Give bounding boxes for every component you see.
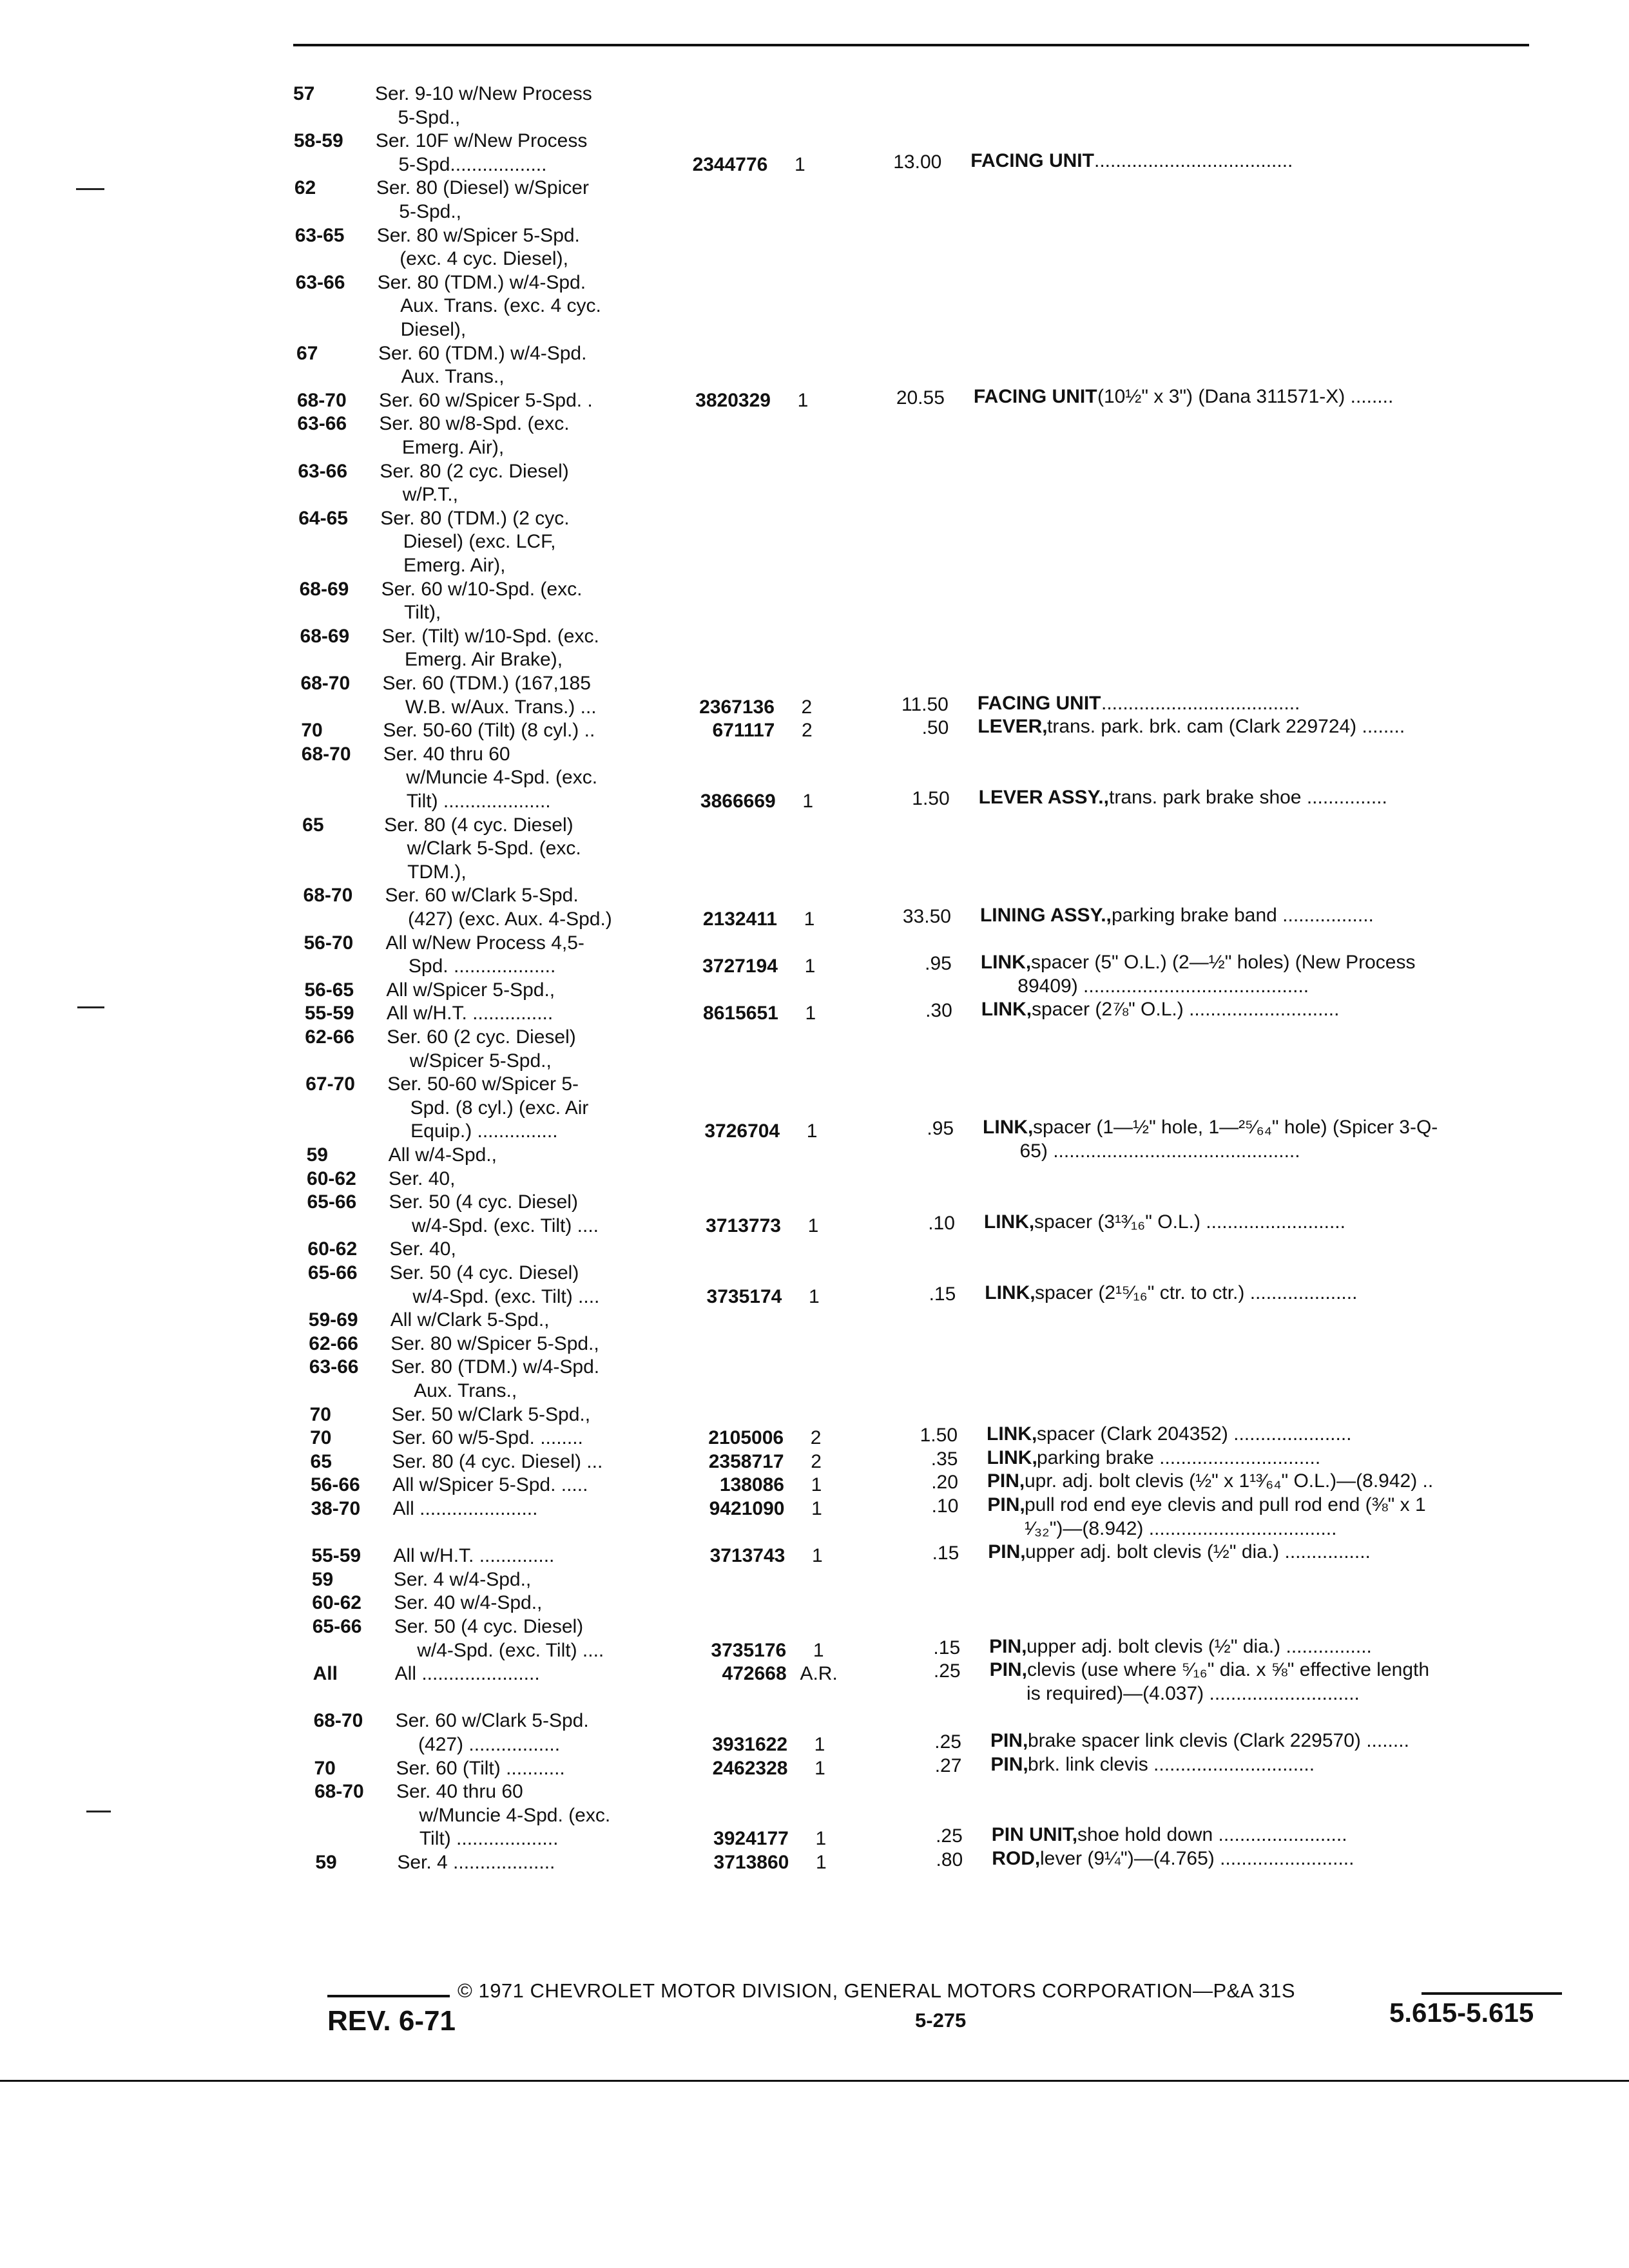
part-name: PIN,: [989, 1659, 1027, 1681]
application: Ser. 40,: [389, 1168, 456, 1189]
model-year: 63-66: [295, 271, 345, 293]
part-description: spacer (2¹⁵⁄₁₆" ctr. to ctr.) ....................: [1035, 1282, 1358, 1303]
list-price: .80: [936, 1849, 963, 1870]
application-continued: w/Clark 5-Spd. (exc.: [407, 838, 581, 860]
model-year: 60-62: [312, 1592, 361, 1614]
part-name: LINK,: [985, 1282, 1036, 1303]
application: Ser. 80 (TDM.) w/4-Spd.: [377, 271, 586, 293]
quantity: 1: [805, 1003, 816, 1024]
model-year: 55-59: [304, 1003, 354, 1024]
list-price: 13.00: [893, 151, 942, 173]
quantity: A.R.: [800, 1663, 838, 1685]
application: Ser. 50 (4 cyc. Diesel): [394, 1616, 584, 1637]
model-year: 65-66: [307, 1191, 357, 1213]
part-number: 3727194: [702, 956, 778, 977]
revision-date: REV. 6-71: [327, 2005, 456, 2037]
model-year: 65: [302, 814, 324, 836]
model-year: 62-66: [309, 1332, 358, 1354]
quantity: 2: [811, 1450, 822, 1472]
part-name: FACING UNIT: [970, 149, 1094, 171]
part-description: trans. park. brk. cam (Clark 229724) ........: [1047, 716, 1405, 738]
model-year: 68-70: [303, 885, 353, 907]
application: All w/Spicer 5-Spd. .....: [392, 1474, 588, 1496]
list-price: .27: [934, 1754, 962, 1776]
application: All w/4-Spd.,: [388, 1144, 497, 1166]
part-number: 3866669: [700, 791, 776, 812]
part-number: 138086: [719, 1474, 784, 1496]
application: All ......................: [394, 1663, 540, 1685]
application-continued: (427) .................: [418, 1734, 561, 1755]
application: Ser. 60 (Tilt) ...........: [396, 1757, 565, 1779]
model-year: 63-66: [297, 413, 347, 435]
quantity: 1: [807, 1215, 819, 1236]
application-continued: w/Muncie 4-Spd. (exc.: [406, 767, 598, 789]
quantity: 1: [815, 1852, 827, 1873]
part-name: LEVER ASSY.,: [978, 787, 1109, 808]
application-continued: Emerg. Air Brake),: [404, 649, 563, 671]
part-description-continued: 65) ..............................................: [1019, 1140, 1300, 1162]
part-number: 2344776: [692, 153, 768, 175]
part-description-continued: ¹⁄₃₂")—(8.942) ...................................: [1024, 1517, 1337, 1539]
list-price: .50: [921, 717, 949, 739]
quantity: 1: [804, 908, 815, 930]
application-continued: Spd. ...................: [408, 956, 556, 977]
application: Ser. 40 thru 60: [396, 1781, 523, 1803]
model-year: 38-70: [311, 1498, 361, 1519]
quantity: 1: [795, 153, 805, 175]
list-price: .35: [930, 1448, 958, 1470]
list-price: .95: [927, 1118, 954, 1140]
application-continued: w/4-Spd. (exc. Tilt) ....: [411, 1215, 599, 1236]
application: Ser. 4 ...................: [397, 1852, 555, 1873]
quantity: 1: [811, 1474, 822, 1496]
part-name: LINK,: [983, 1211, 1035, 1233]
model-year: 68-70: [313, 1710, 363, 1732]
quantity: 1: [815, 1828, 827, 1850]
model-year: 65-66: [307, 1262, 358, 1283]
model-year: 70: [314, 1757, 336, 1779]
quantity: 1: [812, 1545, 823, 1567]
application: Ser. 60 w/Clark 5-Spd.: [395, 1710, 589, 1732]
part-number: 3735174: [706, 1285, 782, 1307]
part-number: 3713743: [709, 1545, 786, 1567]
model-year: 56-65: [304, 979, 354, 1001]
model-year: 62: [294, 177, 316, 199]
application-continued: TDM.),: [407, 861, 467, 883]
part-description: trans. park brake shoe ...............: [1109, 787, 1387, 808]
part-name: LINK,: [980, 952, 1032, 974]
part-name: PIN,: [990, 1730, 1028, 1751]
quantity: 1: [806, 1120, 818, 1142]
model-year: 63-66: [298, 460, 348, 482]
quantity: 2: [810, 1427, 822, 1449]
application: Ser. 80 w/Spicer 5-Spd.: [376, 224, 580, 246]
part-name: LINK,: [987, 1423, 1037, 1445]
part-number: 3713860: [713, 1852, 789, 1873]
application-continued: 5-Spd..................: [398, 153, 547, 175]
quantity: 1: [802, 791, 814, 812]
list-price: .15: [929, 1283, 956, 1305]
application-continued: W.B. w/Aux. Trans.) ...: [405, 696, 597, 718]
list-price: 33.50: [902, 906, 951, 927]
application-continued: w/4-Spd. (exc. Tilt) ....: [412, 1285, 600, 1307]
application-continued: Equip.) ...............: [410, 1120, 558, 1142]
model-year: 70: [310, 1427, 332, 1449]
part-description: (10½" x 3") (Dana 311571-X) ........: [1097, 385, 1394, 407]
application-continued: Tilt),: [404, 602, 441, 624]
application: Ser. 80 (TDM.) w/4-Spd.: [390, 1356, 600, 1378]
application: Ser. 80 (4 cyc. Diesel) ...: [392, 1450, 603, 1472]
part-description-continued: 89409) ..........................................: [1017, 975, 1309, 997]
application: Ser. 60 (TDM.) (167,185: [382, 673, 591, 694]
part-name: PIN UNIT,: [991, 1824, 1078, 1846]
application: Ser. 60 (TDM.) w/4-Spd.: [378, 342, 587, 364]
part-description: spacer (3¹³⁄₁₆" O.L.) ..........................: [1034, 1211, 1345, 1233]
part-number: 3726704: [704, 1120, 780, 1142]
part-name: LINK,: [981, 999, 1032, 1021]
application: Ser. 80 w/8-Spd. (exc.: [379, 413, 570, 435]
application: Ser. 50-60 w/Spicer 5-: [387, 1073, 579, 1095]
model-year: 56-66: [310, 1474, 360, 1496]
application-continued: 5-Spd.,: [398, 106, 461, 128]
footer-rule-left: [327, 1995, 450, 1997]
application: Ser. 80 (TDM.) (2 cyc.: [380, 507, 570, 529]
part-number: 3931622: [712, 1734, 788, 1755]
application: Ser. 60 (2 cyc. Diesel): [387, 1026, 576, 1048]
model-year: 59: [306, 1144, 328, 1166]
application: Ser. 50 w/Clark 5-Spd.,: [391, 1403, 591, 1425]
part-description: lever (9¼")—(4.765) .........................: [1040, 1848, 1354, 1869]
list-price: 1.50: [912, 788, 950, 809]
model-year: 68-70: [301, 743, 351, 765]
part-description: spacer (2⅞" O.L.) ............................: [1032, 999, 1340, 1021]
part-number: 3735176: [711, 1639, 787, 1661]
part-number: 3820329: [695, 389, 771, 411]
part-description: upper adj. bolt clevis (½" dia.) ................: [1025, 1541, 1371, 1563]
model-year: 59: [315, 1852, 337, 1873]
part-number: 2367136: [699, 696, 775, 718]
part-description: shoe hold down ........................: [1077, 1824, 1347, 1846]
model-year: 56-70: [304, 932, 354, 954]
part-description: parking brake band .................: [1112, 905, 1374, 926]
footer-rule-right: [1422, 1992, 1562, 1995]
quantity: 2: [802, 720, 813, 742]
application-continued: Diesel) (exc. LCF,: [403, 531, 556, 553]
application-continued: Aux. Trans. (exc. 4 cyc.: [400, 295, 601, 317]
application-continued: Emerg. Air),: [403, 555, 506, 576]
model-year: 63-66: [309, 1356, 359, 1378]
model-year: 67-70: [305, 1073, 355, 1095]
part-name: FACING UNIT: [977, 692, 1101, 714]
application: Ser. 80 w/Spicer 5-Spd.,: [390, 1332, 599, 1354]
part-number: 2462328: [712, 1757, 788, 1779]
application: Ser. 40 thru 60: [383, 743, 510, 765]
model-year: 68-70: [296, 389, 347, 411]
application: All w/H.T. ..............: [393, 1545, 555, 1567]
application: Ser. (Tilt) w/10-Spd. (exc.: [381, 625, 599, 647]
part-description: pull rod end eye clevis and pull rod end (⅜" x 1: [1025, 1494, 1426, 1515]
part-description: parking brake ..............................: [1037, 1446, 1321, 1468]
quantity: 1: [804, 956, 816, 977]
quantity: 1: [811, 1498, 822, 1519]
application: Ser. 50 (4 cyc. Diesel): [389, 1191, 578, 1213]
application: Ser. 50 (4 cyc. Diesel): [389, 1262, 579, 1283]
model-year: 65: [310, 1450, 332, 1472]
application: Ser. 50-60 (Tilt) (8 cyl.) ..: [383, 720, 595, 742]
part-description: brk. link clevis ..............................: [1028, 1753, 1315, 1775]
quantity: 1: [814, 1734, 825, 1755]
part-description: .....................................: [1101, 692, 1300, 714]
part-name: LINK,: [987, 1446, 1037, 1468]
application-continued: w/Spicer 5-Spd.,: [409, 1050, 552, 1072]
part-number: 2132411: [702, 908, 777, 930]
list-price: .95: [925, 953, 952, 975]
part-name: ROD,: [992, 1848, 1041, 1869]
application: Ser. 40 w/4-Spd.,: [394, 1592, 543, 1614]
application: Ser. 80 (Diesel) w/Spicer: [376, 177, 589, 199]
application: Ser. 60 w/5-Spd. ........: [392, 1427, 583, 1449]
part-name: PIN,: [988, 1541, 1026, 1563]
part-number: 2358717: [708, 1450, 784, 1472]
part-description: .....................................: [1094, 149, 1293, 171]
part-description: upper adj. bolt clevis (½" dia.) ................: [1027, 1635, 1372, 1657]
part-number: 472668: [722, 1663, 787, 1685]
list-price: .10: [928, 1212, 955, 1234]
part-name: PIN,: [990, 1753, 1028, 1775]
list-price: .25: [933, 1660, 961, 1682]
part-name: LINING ASSY.,: [979, 905, 1112, 926]
application: Ser. 60 w/Spicer 5-Spd. .: [378, 389, 593, 411]
application: Ser. 40,: [389, 1238, 456, 1260]
part-name: LINK,: [983, 1117, 1034, 1139]
list-price: .30: [925, 1000, 952, 1022]
application: All w/H.T. ...............: [386, 1003, 554, 1024]
model-year: 57: [293, 83, 315, 104]
part-name: PIN,: [987, 1494, 1025, 1515]
part-name: PIN,: [989, 1635, 1027, 1657]
quantity: 1: [797, 389, 809, 411]
model-year: 59-69: [308, 1309, 358, 1331]
model-year: 68-69: [299, 578, 349, 600]
model-year: 70: [301, 720, 323, 742]
model-year: 70: [309, 1403, 331, 1425]
part-name: LEVER,: [978, 716, 1048, 738]
part-description: spacer (Clark 204352) ......................: [1037, 1423, 1352, 1445]
application: Ser. 9-10 w/New Process: [375, 83, 592, 104]
part-name: PIN,: [987, 1470, 1025, 1492]
list-price: .25: [936, 1825, 963, 1847]
model-year: 64-65: [298, 507, 348, 529]
application-continued: w/P.T.,: [402, 484, 458, 506]
application-continued: Spd. (8 cyl.) (exc. Air: [410, 1097, 589, 1119]
model-year: 60-62: [307, 1168, 356, 1189]
application-continued: (exc. 4 cyc. Diesel),: [400, 248, 568, 270]
application: All ......................: [392, 1498, 538, 1519]
model-year: 68-69: [300, 625, 350, 647]
part-description-continued: is required)—(4.037) ............................: [1027, 1682, 1360, 1704]
part-number: 2105006: [708, 1427, 784, 1449]
copyright-line: © 1971 CHEVROLET MOTOR DIVISION, GENERAL MOTORS CORPORATION—P&A 31S: [458, 1979, 1296, 2002]
list-price: .15: [932, 1542, 959, 1564]
model-year: 55-59: [311, 1545, 361, 1567]
application: All w/Spicer 5-Spd.,: [386, 979, 555, 1001]
page-number: 5-275: [915, 2009, 967, 2032]
application: Ser. 80 (4 cyc. Diesel): [384, 814, 574, 836]
part-description: clevis (use where ⁵⁄₁₆" dia. x ⅝" effective length: [1027, 1659, 1430, 1681]
model-year: 62-66: [305, 1026, 355, 1048]
application-continued: Aux. Trans.,: [401, 366, 505, 388]
model-year: 58-59: [293, 130, 343, 152]
model-year: 68-70: [314, 1781, 364, 1803]
quantity: 1: [808, 1285, 820, 1307]
list-price: .10: [931, 1495, 959, 1517]
application-continued: w/Muncie 4-Spd. (exc.: [419, 1804, 611, 1826]
part-name: FACING UNIT: [973, 385, 1097, 407]
list-price: 20.55: [896, 387, 945, 408]
model-year: 63-65: [294, 224, 345, 246]
application: Ser. 10F w/New Process: [375, 130, 588, 152]
application-continued: Aux. Trans.,: [414, 1380, 517, 1401]
application: Ser. 60 w/10-Spd. (exc.: [381, 578, 583, 600]
part-number: 3713773: [706, 1215, 781, 1236]
application-continued: w/4-Spd. (exc. Tilt) ....: [417, 1639, 604, 1661]
part-number: 9421090: [709, 1498, 785, 1519]
model-year: All: [313, 1663, 338, 1685]
application-continued: Tilt) ...................: [419, 1828, 559, 1850]
quantity: 2: [801, 696, 813, 718]
model-year: 68-70: [300, 673, 351, 694]
part-description: spacer (5" O.L.) (2—½" holes) (New Process: [1031, 952, 1416, 974]
application-continued: Tilt) ....................: [406, 791, 551, 812]
application: All w/Clark 5-Spd.,: [390, 1309, 550, 1331]
list-price: 11.50: [901, 693, 949, 715]
quantity: 1: [813, 1639, 824, 1661]
quantity: 1: [815, 1757, 825, 1779]
application-continued: Diesel),: [400, 319, 467, 340]
model-year: 60-62: [307, 1238, 358, 1260]
application-continued: Emerg. Air),: [401, 437, 505, 458]
application: All w/New Process 4,5-: [385, 932, 584, 954]
list-price: .15: [933, 1637, 961, 1658]
part-number: 3924177: [713, 1828, 789, 1850]
application: Ser. 80 (2 cyc. Diesel): [380, 460, 569, 482]
group-number: 5.615-5.615: [1389, 1997, 1534, 2028]
part-description: upr. adj. bolt clevis (½" x 1¹³⁄₆₄" O.L.)—(8.942) ..: [1025, 1470, 1434, 1492]
application-continued: 5-Spd.,: [399, 201, 462, 222]
part-description: spacer (1—½" hole, 1—²⁵⁄₆₄" hole) (Spicer 3-Q-: [1033, 1117, 1438, 1139]
model-year: 67: [296, 342, 318, 364]
application: Ser. 60 w/Clark 5-Spd.: [385, 885, 579, 907]
application: Ser. 4 w/4-Spd.,: [393, 1568, 532, 1590]
list-price: .20: [931, 1472, 958, 1494]
model-year: 65-66: [312, 1616, 362, 1637]
part-number: 8615651: [703, 1003, 778, 1024]
list-price: 1.50: [920, 1425, 958, 1446]
part-number: 671117: [712, 720, 775, 742]
part-description: brake spacer link clevis (Clark 229570) ........: [1028, 1730, 1409, 1751]
application-continued: (427) (exc. Aux. 4-Spd.): [408, 908, 612, 930]
model-year: 59: [311, 1568, 334, 1590]
list-price: .25: [934, 1731, 961, 1753]
